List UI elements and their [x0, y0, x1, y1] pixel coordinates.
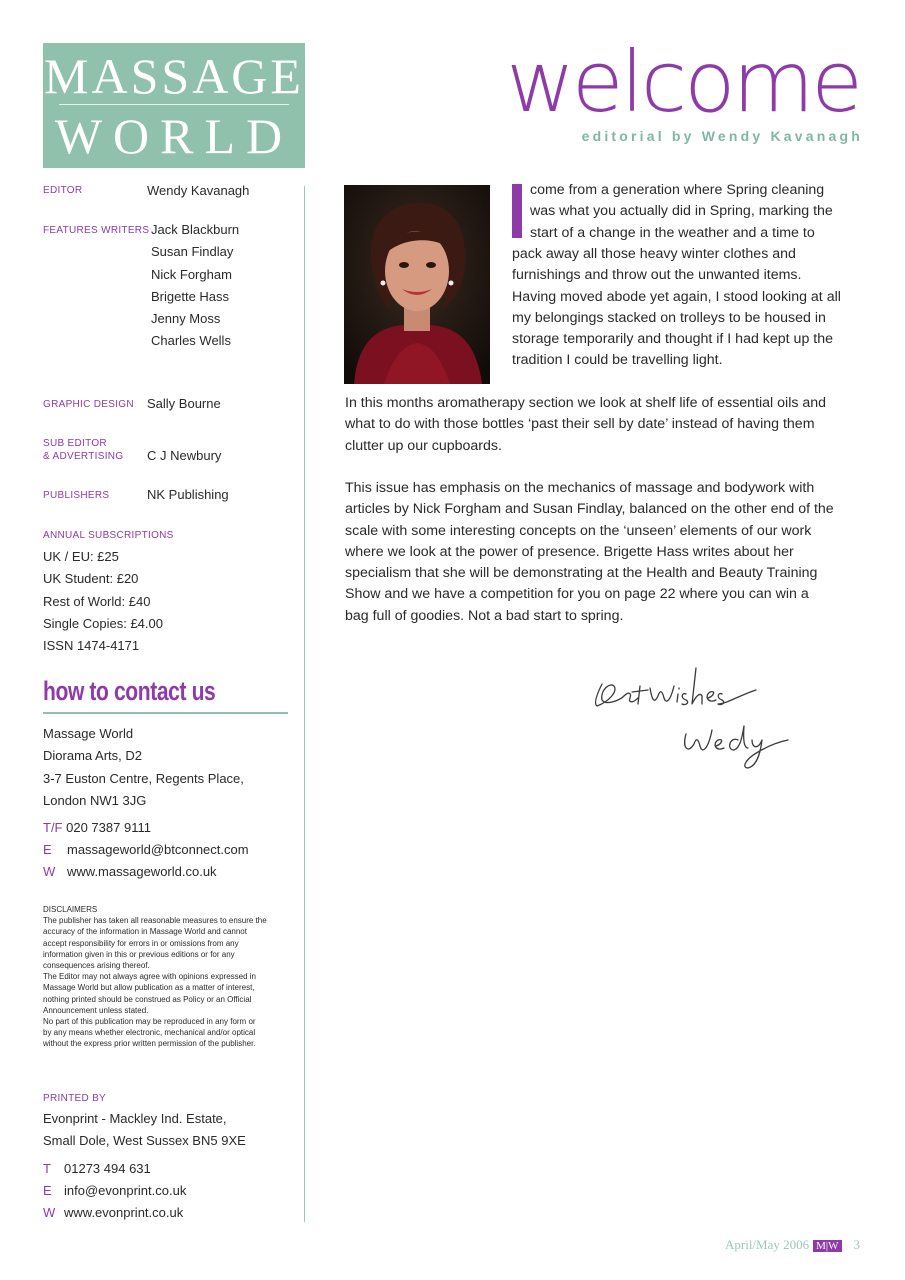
- disclaimer-line: nothing printed should be construed as Policy or an Official: [43, 994, 252, 1004]
- text-line: my belongings stacked on trolleys to be housed in: [512, 309, 826, 326]
- printer-email-link[interactable]: info@evonprint.co.uk: [64, 1183, 187, 1198]
- text-line: pack away all those heavy winter clothes and: [512, 246, 796, 262]
- printer-web-label: W: [43, 1205, 56, 1220]
- paragraph-aromatherapy: [345, 393, 826, 457]
- page-title: welcome: [506, 33, 860, 131]
- subscription-line: Rest of World: £40: [43, 593, 151, 609]
- text-line: tradition I could be travelling light.: [512, 352, 723, 369]
- disclaimers: [43, 904, 293, 1050]
- printer-address-line: Evonprint - Mackley Ind. Estate,: [43, 1111, 227, 1126]
- subscription-line: UK / EU: £25: [43, 549, 119, 564]
- signature-text: [588, 656, 589, 657]
- address-line: London NW1 3JG: [43, 792, 147, 808]
- graphic-design-value: Sally Bourne: [147, 396, 221, 411]
- printer-email-row: [43, 1183, 186, 1198]
- text-line: In this months aromatherapy section we look at shelf life of essential oils and: [345, 395, 827, 411]
- text-line: This issue has emphasis on the mechanics of massage and bodywork with: [345, 480, 815, 496]
- text-line: storage temporarily and thought if I had kept up the: [512, 331, 833, 348]
- text-line: clutter up our cupboards.: [345, 437, 502, 454]
- text-line: scale with some interesting concepts on the ‘unseen’ elements of our work: [345, 522, 812, 539]
- printer-phone[interactable]: 01273 494 631: [64, 1161, 151, 1176]
- subscriptions-list: [43, 549, 163, 660]
- editor-portrait-image: [344, 185, 490, 384]
- contact-web-link[interactable]: www.massageworld.co.uk: [67, 864, 217, 879]
- web-label: W: [43, 864, 56, 879]
- printer-address-line: Small Dole, West Sussex BN5 9XE: [43, 1133, 246, 1149]
- signature: [588, 656, 808, 771]
- subscription-line: Single Copies: £4.00: [43, 615, 163, 631]
- masthead-logo: [43, 43, 305, 168]
- text-line: where we look at the power of presence. Brigette Hass writes about her: [345, 543, 794, 560]
- printer-phone-label: T: [43, 1161, 51, 1176]
- printer-email-label: E: [43, 1183, 52, 1198]
- writer-name: Charles Wells: [151, 333, 231, 349]
- sub-editor-value: C J Newbury: [147, 448, 222, 463]
- column-divider: [304, 186, 305, 1222]
- writer-name: Brigette Hass: [151, 288, 230, 304]
- text-line: what to do with those bottles ‘past their sell by date’ instead of having them: [345, 416, 815, 433]
- address-line: Massage World: [43, 726, 134, 741]
- disclaimer-line: Massage World but allow publication as a matter of interest,: [43, 983, 255, 993]
- contact-email-link[interactable]: massageworld@btconnect.com: [67, 842, 249, 857]
- printer-web-row: [43, 1205, 183, 1220]
- writer-name: Susan Findlay: [151, 244, 234, 260]
- contact-web-row: [43, 864, 217, 879]
- drop-cap-letter: I: [512, 185, 525, 237]
- printed-by-label: PRINTED BY: [43, 1093, 107, 1104]
- signature-image: [588, 656, 808, 771]
- page-footer: [725, 1237, 860, 1253]
- address-line: 3-7 Euston Centre, Regents Place,: [43, 770, 244, 786]
- phone-label: T/F: [43, 820, 63, 835]
- contact-heading: how to contact us: [43, 676, 216, 706]
- email-label: E: [43, 842, 52, 857]
- features-writers-label: FEATURES WRITERS: [43, 225, 150, 236]
- text-line: furnishings and throw out the unwanted items.: [512, 267, 802, 284]
- text-line: Show and we have a competition for you on page 22 where you can win a: [345, 586, 809, 603]
- text-line: Having moved abode yet again, I stood looking at all: [512, 288, 841, 305]
- advertising-label: & ADVERTISING: [43, 451, 124, 462]
- page-number: 3: [853, 1237, 860, 1252]
- issue-date: April/May 2006: [724, 1237, 810, 1252]
- drop-cap: [512, 184, 525, 238]
- contact-phone[interactable]: 020 7387 9111: [66, 820, 151, 835]
- contact-rule: [43, 712, 288, 714]
- address-line: Diorama Arts, D2: [43, 748, 142, 764]
- writer-name: Jack Blackburn: [151, 222, 240, 237]
- disclaimer-line: No part of this publication may be reproduced in any form or: [43, 1017, 256, 1027]
- contact-email-row: [43, 842, 249, 857]
- intro-lines: [512, 244, 841, 372]
- writer-name: Nick Forgham: [151, 266, 232, 282]
- disclaimer-line: without the express prior written permission of the publisher.: [43, 1039, 256, 1049]
- contact-phone-row: [43, 820, 151, 835]
- disclaimer-line: The Editor may not always agree with opinions expressed in: [43, 972, 256, 982]
- disclaimer-line: accept responsibility for errors in or omissions from any: [43, 938, 239, 948]
- sub-editor-label: SUB EDITOR: [43, 438, 107, 449]
- text-line: come from a generation where Spring cleaning: [530, 182, 825, 198]
- editor-label: EDITOR: [43, 185, 83, 196]
- text-line: bag full of goodies. Not a bad start to spring.: [345, 607, 624, 624]
- disclaimers-title: DISCLAIMERS: [43, 905, 98, 914]
- text-line: was what you actually did in Spring, marking the: [530, 203, 833, 220]
- subscriptions-label: ANNUAL SUBSCRIPTIONS: [43, 530, 174, 541]
- text-line: start of a change in the weather and a time to: [530, 224, 815, 241]
- disclaimer-line: The publisher has taken all reasonable measures to ensure the: [43, 916, 267, 926]
- printer-phone-row: [43, 1161, 151, 1176]
- publishers-value: NK Publishing: [147, 487, 229, 502]
- editor-value: Wendy Kavanagh: [147, 183, 250, 198]
- writers-list: [151, 222, 239, 356]
- graphic-design-label: GRAPHIC DESIGN: [43, 399, 134, 410]
- logo-line-2: WORLD: [54, 108, 294, 164]
- subscription-line: UK Student: £20: [43, 571, 139, 587]
- disclaimer-line: Announcement unless stated.: [43, 1005, 149, 1015]
- editor-photo: [344, 185, 490, 384]
- text-line: articles by Nick Forgham and Susan Findlay, balanced on the other end of the: [345, 501, 834, 518]
- printer-address: [43, 1111, 246, 1156]
- publishers-label: PUBLISHERS: [43, 490, 110, 501]
- disclaimer-line: consequences arising thereof.: [43, 961, 150, 971]
- text-line: specialism that she will be demonstrating at the Health and Beauty Training: [345, 565, 818, 582]
- editorial-byline: editorial by Wendy Kavanagh: [581, 128, 863, 144]
- mw-badge: M|W: [813, 1240, 841, 1252]
- contact-address: [43, 726, 244, 815]
- issn-line: ISSN 1474-4171: [43, 638, 140, 654]
- disclaimer-line: by any means whether electronic, mechanical and/or optical: [43, 1028, 256, 1038]
- logo-line-1: MASSAGE: [44, 48, 304, 104]
- writer-name: Jenny Moss: [151, 311, 221, 327]
- intro-lines-indented: [530, 180, 833, 244]
- disclaimer-line: information given in this or previous editions or for any: [43, 949, 235, 959]
- printer-web-link[interactable]: www.evonprint.co.uk: [64, 1205, 184, 1220]
- disclaimer-line: accuracy of the information in Massage World and cannot: [43, 927, 247, 937]
- logo-rule: [59, 104, 289, 105]
- paragraph-issue: [345, 478, 834, 627]
